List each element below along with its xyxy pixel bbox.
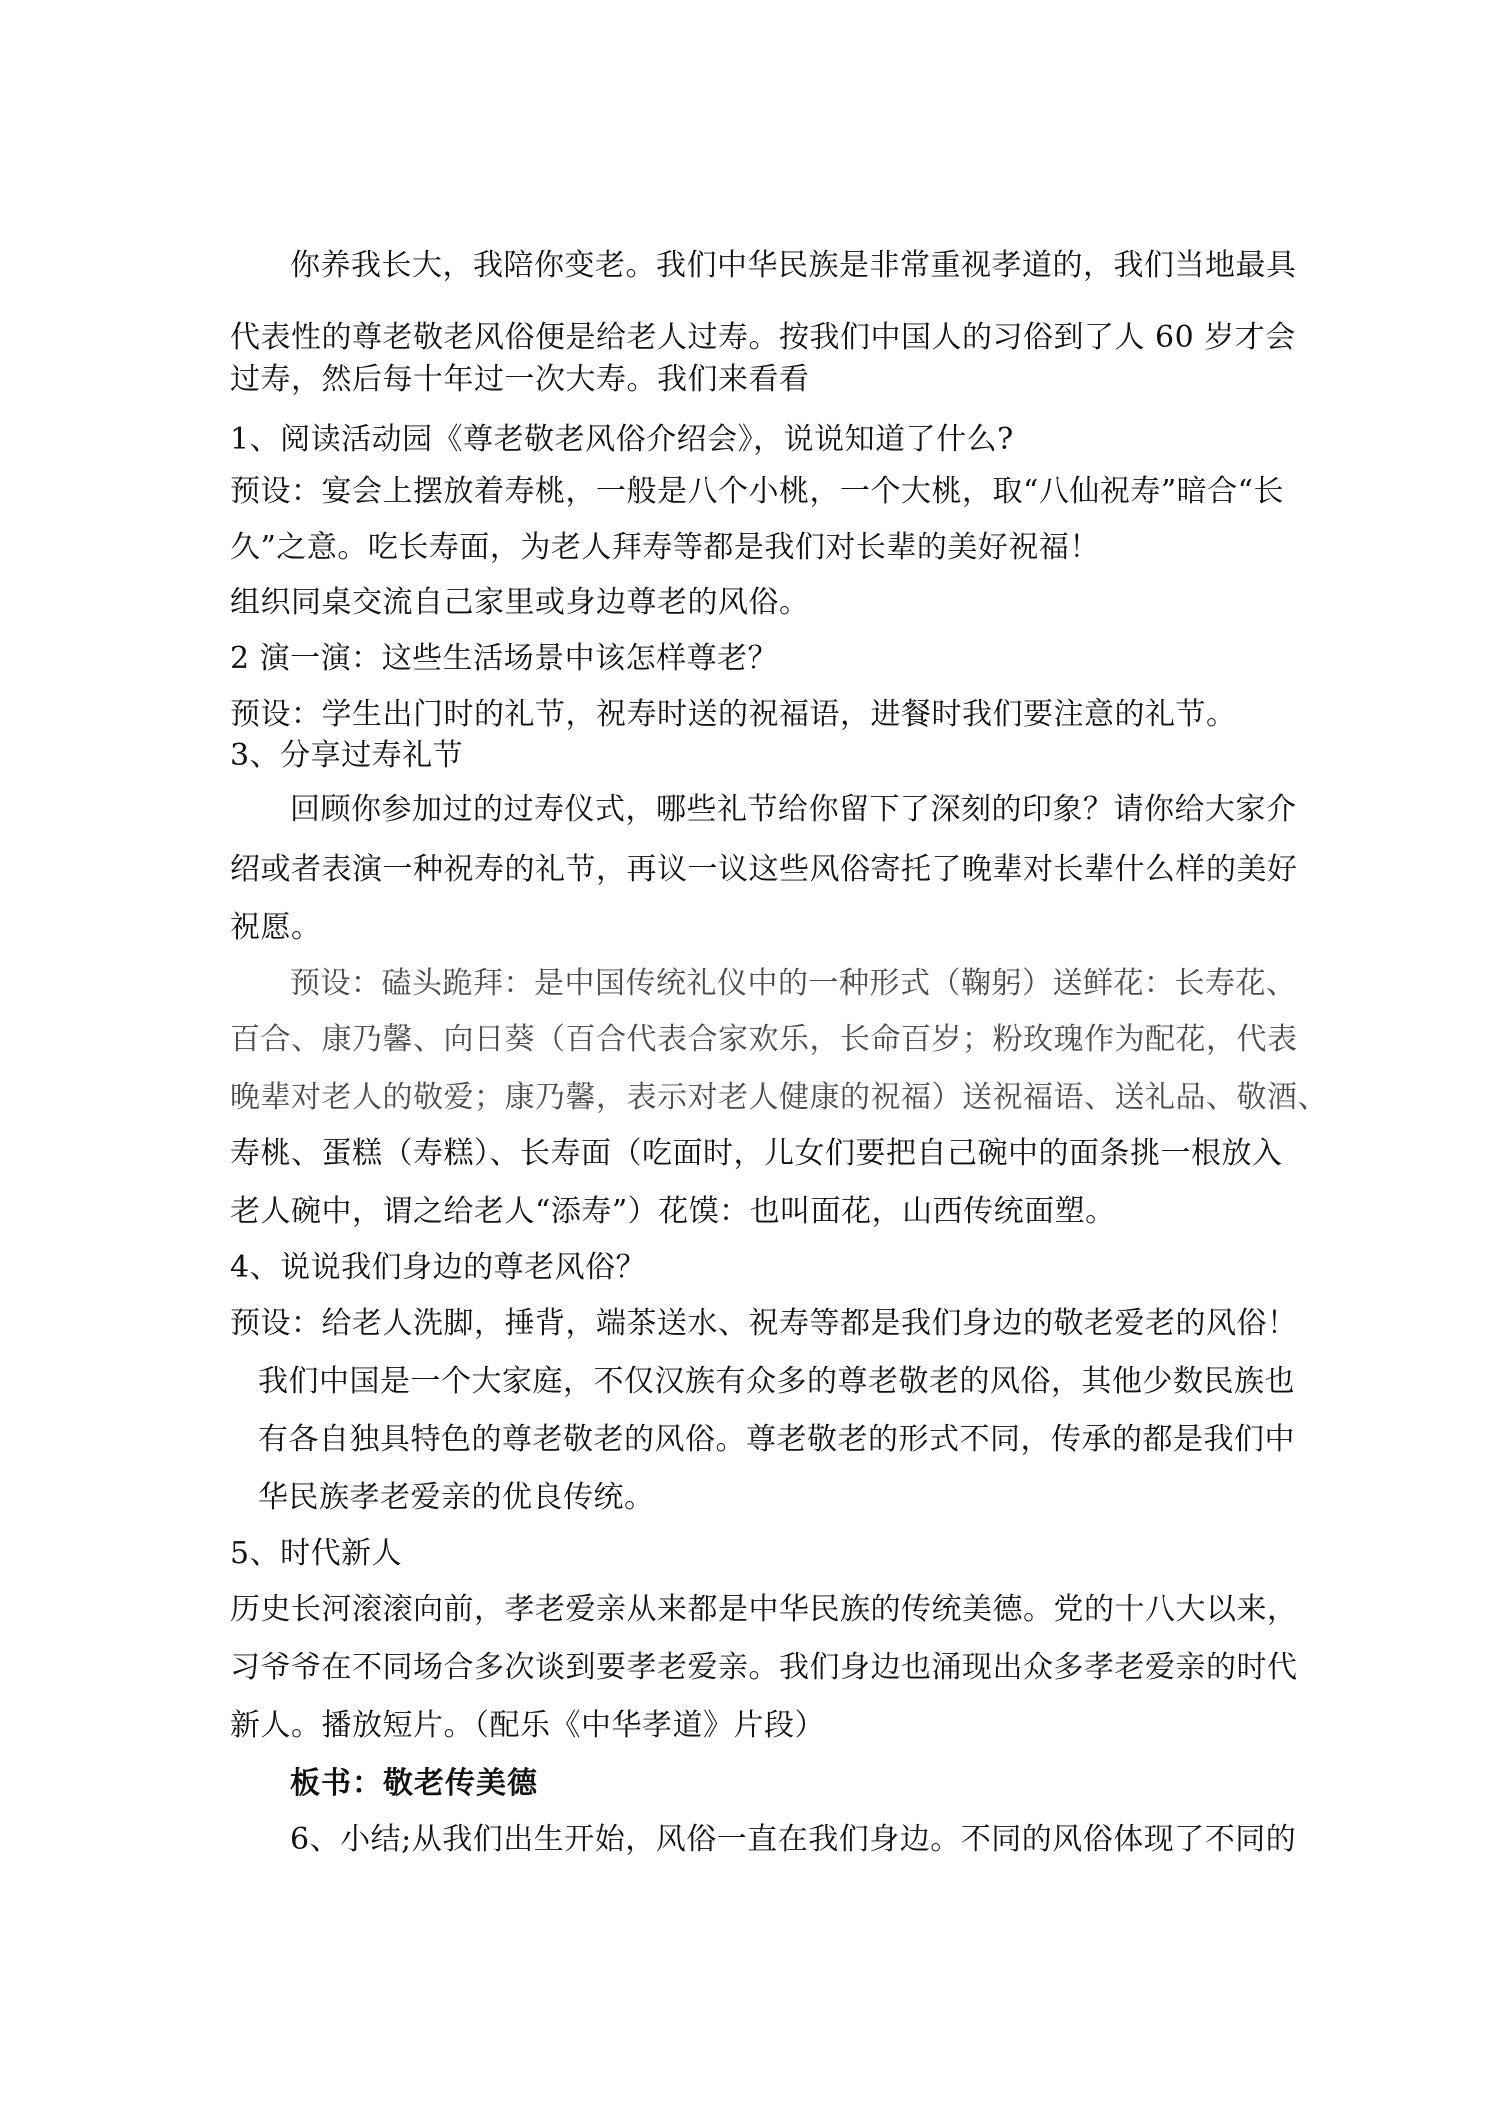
paragraph-line: 晚辈对老人的敬爱；康乃馨，表示对老人健康的祝福）送祝福语、送礼品、敬酒、: [230, 1080, 1328, 1115]
paragraph-line: 祝愿。: [230, 910, 322, 945]
paragraph-line: 预设：宴会上摆放着寿桃，一般是八个小桃，一个大桃，取“八仙祝寿”暗合“长: [230, 474, 1285, 509]
paragraph-line: 预设：给老人洗脚，捶背，端茶送水、祝寿等都是我们身边的敬老爱老的风俗！: [230, 1306, 1298, 1341]
paragraph-line: 6、小结;从我们出生开始，风俗一直在我们身边。不同的风俗体现了不同的: [290, 1822, 1297, 1857]
paragraph-line: 老人碗中，谓之给老人“添寿”）花馍：也叫面花，山西传统面塑。: [230, 1194, 1116, 1229]
paragraph-line: 华民族孝老爱亲的优良传统。: [258, 1480, 655, 1515]
section-heading: 3、分享过寿礼节: [230, 738, 464, 773]
paragraph-line: 预设：学生出门时的礼节，祝寿时送的祝福语，进餐时我们要注意的礼节。: [230, 697, 1237, 732]
paragraph-line: 预设：磕头跪拜：是中国传统礼仪中的一种形式（鞠躬）送鲜花：长寿花、: [290, 966, 1297, 1001]
paragraph-line: 历史长河滚滚向前，孝老爱亲从来都是中华民族的传统美德。党的十八大以来，: [230, 1592, 1298, 1627]
section-heading: 2 演一演：这些生活场景中该怎样尊老？: [230, 641, 779, 676]
section-heading: 1、阅读活动园《尊老敬老风俗介绍会》，说说知道了什么?: [230, 422, 1014, 457]
paragraph-line: 回顾你参加过的过寿仪式，哪些礼节给你留下了深刻的印象？请你给大家介: [290, 792, 1297, 827]
paragraph-line: 我们中国是一个大家庭，不仅汉族有众多的尊老敬老的风俗，其他少数民族也: [258, 1364, 1295, 1399]
paragraph-line: 组织同桌交流自己家里或身边尊老的风俗。: [230, 585, 810, 620]
paragraph-line: 习爷爷在不同场合多次谈到要孝老爱亲。我们身边也涌现出众多孝老爱亲的时代: [230, 1650, 1298, 1685]
paragraph-line: 寿桃、蛋糕（寿糕）、长寿面（吃面时，儿女们要把自己碗中的面条挑一根放入: [230, 1136, 1283, 1171]
paragraph-line: 百合、康乃馨、向日葵（百合代表合家欢乐，长命百岁；粉玫瑰作为配花，代表: [230, 1022, 1298, 1057]
blackboard-title: 板书：敬老传美德: [290, 1766, 538, 1801]
paragraph-line: 新人。播放短片。（配乐《中华孝道》片段）: [230, 1708, 825, 1743]
paragraph-line: 绍或者表演一种祝寿的礼节，再议一议这些风俗寄托了晚辈对长辈什么样的美好: [230, 852, 1298, 887]
paragraph-line: 代表性的尊老敬老风俗便是给老人过寿。按我们中国人的习俗到了人 60 岁才会: [230, 320, 1296, 355]
paragraph-line: 你养我长大，我陪你变老。我们中华民族是非常重视孝道的，我们当地最具: [290, 248, 1297, 283]
paragraph-line: 久”之意。吃长寿面，为老人拜寿等都是我们对长辈的美好祝福！: [230, 530, 1100, 565]
section-heading: 4、说说我们身边的尊老风俗？: [230, 1250, 647, 1285]
paragraph-line: 过寿，然后每十年过一次大寿。我们来看看: [230, 362, 810, 397]
section-heading: 5、时代新人: [230, 1536, 403, 1571]
paragraph-line: 有各自独具特色的尊老敬老的风俗。尊老敬老的形式不同，传承的都是我们中: [258, 1422, 1295, 1457]
